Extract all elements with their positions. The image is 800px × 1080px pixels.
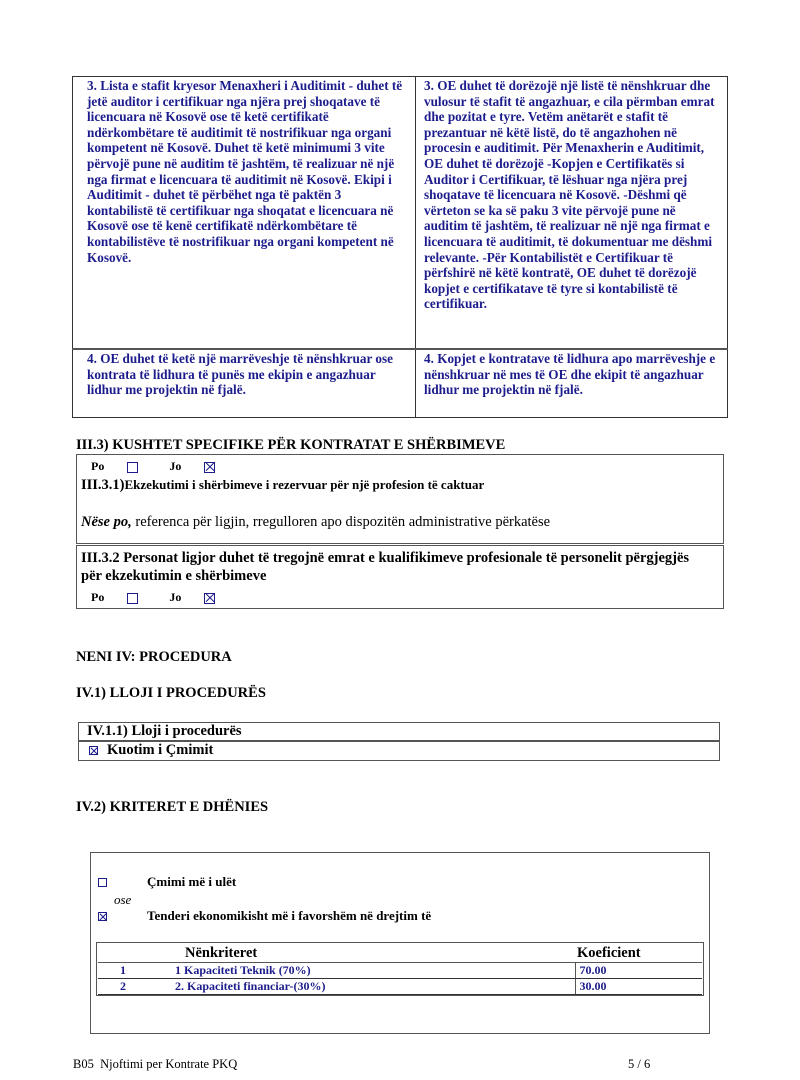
jo-label: Jo [169,590,182,604]
jo-label: Jo [169,459,182,473]
col-header-subcriteria: Nënkriteret [128,944,575,963]
iii32-text: III.3.2 Personat ligjor duhet të tregojnë emrat e kualifikimeve profesionale të personelit përgjegjës për ekzekutimin e shërbimeve [81,550,690,584]
table-row [73,349,728,418]
iv11-label: IV.1.1) Lloji i procedurës [87,723,242,739]
neni-iv-heading: NENI IV: PROCEDURA [76,649,232,665]
iv1-heading: IV.1) LLOJI I PROCEDURËS [76,685,266,701]
requirements-table [72,76,728,418]
subcriteria-table [98,944,702,995]
meat-checkbox[interactable] [98,912,107,921]
lowest-price-checkbox[interactable] [98,878,107,887]
subcriterion-name: 1 Kapaciteti Teknik (70%) [128,963,575,979]
section-heading-iii3: III.3) KUSHTET SPECIFIKE PËR KONTRATAT E SHËRBIMEVE [76,437,506,453]
iii32-box [76,545,724,609]
table-row [73,77,728,350]
lowest-price-label: Çmimi më i ulët [147,874,237,889]
iii31-title [81,477,484,494]
col-header-coefficient: Koeficient [575,944,702,963]
table-row [98,979,702,995]
iv2-heading: IV.2) KRITERET E DHËNIES [76,799,269,815]
iii31-text: Ekzekutimi i shërbimeve i rezervuar për një profesion të caktuar [124,477,485,492]
kuotim-checkbox[interactable] [89,746,98,755]
jo-checkbox[interactable] [204,462,215,473]
row-number: 2 [98,979,128,995]
jo-checkbox[interactable] [204,593,215,604]
po-checkbox[interactable] [127,462,138,473]
table-header-row [98,944,702,963]
po-checkbox[interactable] [127,593,138,604]
nese-po-label: Nëse po, [81,514,132,530]
or-label: ose [114,892,132,907]
table-row [98,963,702,979]
po-label: Po [91,459,105,473]
row-number: 1 [98,963,128,979]
subcriterion-name: 2. Kapaciteti financiar-(30%) [128,979,575,995]
iv11-value-box [78,741,720,761]
iii31-number: III.3.1) [81,477,125,493]
requirement-cell: 3. Lista e stafit kryesor Menaxheri i Auditimit - duhet të jetë auditor i certifikuar nga njëra prej shoqatave të licencuara në Kosovë ose të ketë certifikatë ndërkombëtare të auditimit të nostrifikuar nga organi kompetent në Kosovë. Duhet të ketë minimumi 3 vite përvojë pune në auditim të jashtëm, të realizuar në një nga firmat e licencuara të auditimit në Kosovë. Ekipi i Auditimit - duhet të përbëhet nga të paktën 3 kontabilistë të certifikuar nga shoqatat e licencuara në Kosovë ose të kenë certifikatë ndërkombëtare të kontabilistëve të nostrifikuar nga organi kompetent në Kosovë. [73,77,416,350]
coefficient-value: 30.00 [575,979,702,995]
coefficient-value: 70.00 [575,963,702,979]
evidence-cell: 4. Kopjet e kontratave të lidhura apo marrëveshje e nënshkruar në mes të OE dhe ekipit të angazhuar lidhur me projektin në fjalë. [416,349,728,418]
meat-label: Tenderi ekonomikisht më i favorshëm në drejtim të [147,908,432,923]
po-jo-row [91,459,215,474]
footer-doc-title: B05 Njoftimi per Kontrate PKQ [73,1057,238,1071]
iii31-box [76,454,724,544]
po-label: Po [91,590,105,604]
nese-po-line [81,514,550,531]
evidence-cell: 3. OE duhet të dorëzojë një listë të nënshkruar dhe vulosur të stafit të angazhuar, e cila përmban emrat dhe pozitat e tyre. Vetëm anëtarët e stafit të prezantuar në këtë listë, do të angazhohen në procesin e auditimit. Për Menaxherin e Auditimit, OE duhet të dorëzojë -Kopjen e Certifikatës si Auditor i Certifikuar, të lëshuar nga njëra prej shoqatave të licencuara në Kosovë. -Dëshmi që vërteton se ka së paku 3 vite përvojë pune në auditim të jashtëm, të realizuar në një nga firmat e licencuara të auditimit, të dokumentuar me dëshmi relevante. -Për Kontabilistët e Certifikuar të përfshirë në këtë kontratë, OE duhet të dorëzojë kopjet e certifikatave të tyre si kontabilistë të certifikuar. [416,77,728,350]
iii32-po-jo-row [91,590,215,605]
page-number: 5 / 6 [628,1057,651,1071]
iv11-value: Kuotim i Çmimit [107,742,214,758]
nese-po-text: referenca për ligjin, rregulloren apo dispozitën administrative përkatëse [131,514,551,530]
requirement-cell: 4. OE duhet të ketë një marrëveshje të nënshkruar ose kontrata të lidhura të punës me ekipin e angazhuar lidhur me projektin në fjalë. [73,349,416,418]
iv11-label-box [78,722,720,741]
